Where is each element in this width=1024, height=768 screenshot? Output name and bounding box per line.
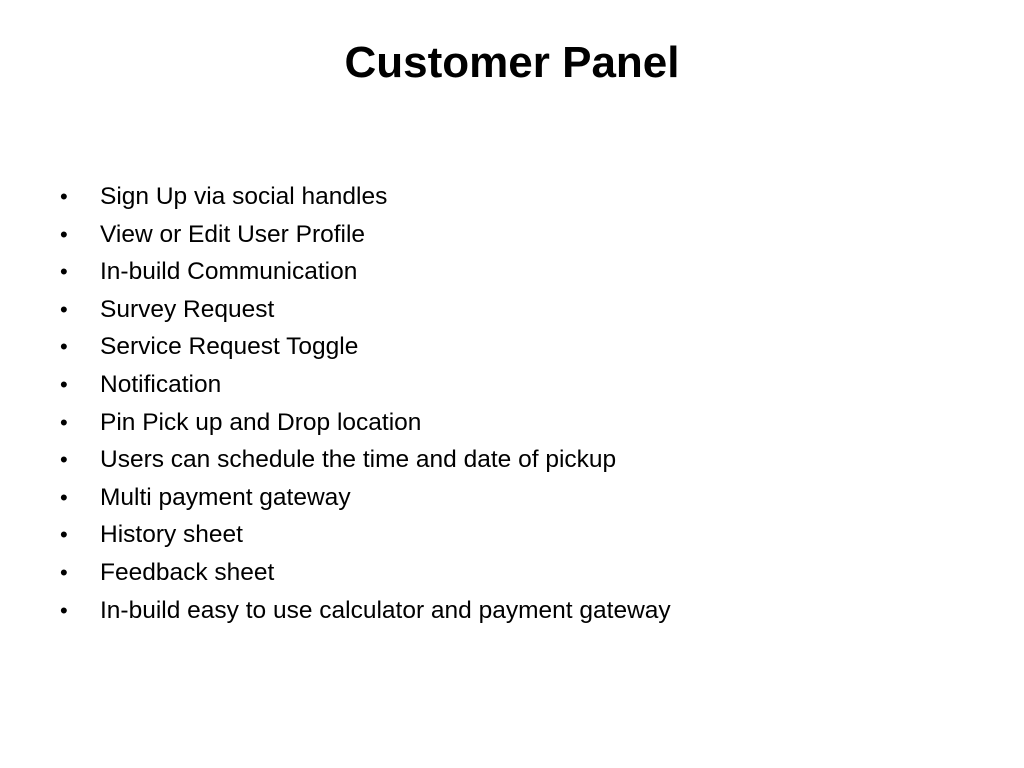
bullet-icon: •: [60, 184, 68, 209]
list-item-label: History sheet: [100, 521, 243, 549]
list-item-label: Users can schedule the time and date of pickup: [100, 446, 617, 474]
list-item-label: Survey Request: [100, 295, 275, 323]
list-item: [60, 479, 671, 517]
bullet-icon: •: [60, 259, 68, 285]
list-item: [60, 366, 671, 404]
list-item: [60, 554, 671, 592]
bullet-icon: •: [60, 409, 68, 435]
bullet-icon: •: [60, 522, 68, 548]
bullet-icon: •: [60, 447, 68, 473]
bullet-icon: •: [60, 597, 68, 623]
list-item-label: Service Request Toggle: [100, 333, 359, 361]
list-item: [60, 328, 671, 366]
list-item: [60, 516, 671, 554]
list-item: [60, 404, 671, 442]
list-item: [60, 592, 671, 630]
bullet-icon: •: [60, 334, 68, 360]
bullet-icon: •: [60, 371, 68, 397]
list-item: [60, 291, 671, 329]
list-item-label: Feedback sheet: [100, 558, 275, 586]
bullet-icon: •: [60, 484, 68, 510]
list-item-label: In-build Communication: [100, 258, 358, 286]
list-item-label: Multi payment gateway: [100, 483, 351, 511]
list-item: [60, 216, 671, 254]
bullet-icon: •: [60, 559, 68, 585]
list-item: [60, 253, 671, 291]
list-item-label: View or Edit User Profile: [100, 220, 366, 248]
list-item-label: Sign Up via social handles: [100, 183, 388, 210]
list-item-label: Notification: [100, 370, 222, 398]
bullet-icon: •: [60, 296, 68, 322]
list-item: [60, 441, 671, 479]
bullet-icon: •: [60, 221, 68, 247]
slide-title: Customer Panel: [344, 38, 680, 87]
list-item: [60, 178, 671, 216]
list-item-label: Pin Pick up and Drop location: [100, 408, 422, 436]
list-item-label: In-build easy to use calculator and payment gateway: [100, 596, 671, 624]
feature-list: [60, 178, 671, 629]
